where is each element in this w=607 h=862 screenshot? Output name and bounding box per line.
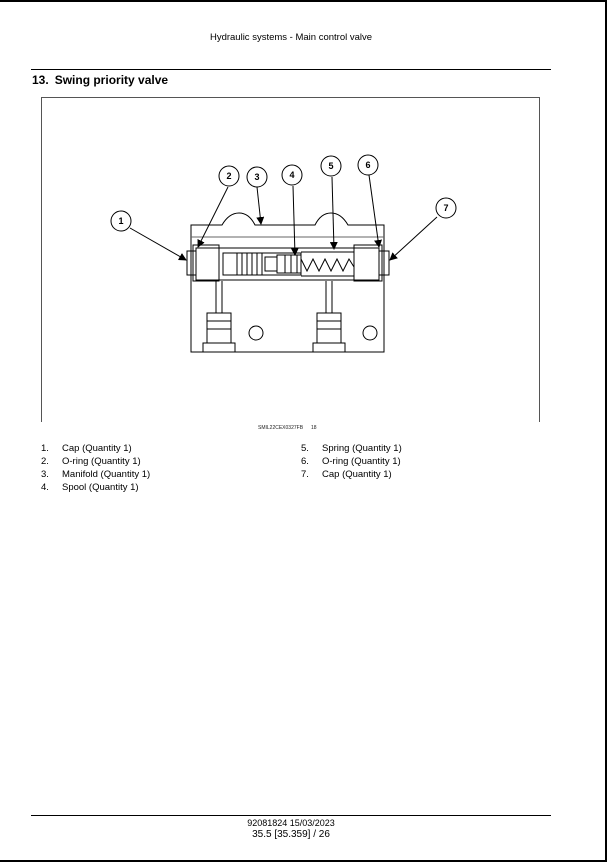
right-port-plug [317, 313, 341, 343]
legend-item: 2. O-ring (Quantity 1) [41, 456, 141, 467]
bolt-hole-left [249, 326, 263, 340]
section-name: Swing priority valve [54, 73, 169, 87]
callout-2-label: 2 [226, 171, 232, 181]
running-header: Hydraulic systems - Main control valve [209, 32, 373, 43]
legend-item: 4. Spool (Quantity 1) [41, 482, 139, 493]
footer-rule [31, 815, 551, 816]
footer-page-ref: 35.5 [35.359] / 26 [252, 829, 330, 840]
legend-item: 1. Cap (Quantity 1) [41, 443, 132, 454]
legend-item: 5. Spring (Quantity 1) [301, 443, 402, 454]
legend-item: 3. Manifold (Quantity 1) [41, 469, 151, 480]
legend-left [41, 442, 150, 494]
legend-item: 6. O-ring (Quantity 1) [301, 456, 401, 467]
section-title [32, 73, 168, 87]
legend-right [301, 442, 402, 481]
callout-4-label: 4 [289, 170, 295, 180]
callout-6-label: 6 [365, 160, 371, 170]
legend-item: 7. Cap (Quantity 1) [301, 469, 392, 480]
callout-3-label: 3 [254, 172, 260, 182]
figure-caption [258, 425, 317, 431]
callout-7-label: 7 [443, 203, 449, 213]
callout-1-label: 1 [118, 216, 124, 226]
valve-diagram [41, 97, 539, 422]
header-rule [31, 69, 551, 70]
left-port-plug [207, 313, 231, 343]
bolt-hole-right [363, 326, 377, 340]
callout-5-label: 5 [328, 161, 334, 171]
spring [301, 259, 354, 271]
page-frame-top [0, 0, 607, 2]
manifold-outline [191, 213, 384, 352]
section-number: 13. [32, 73, 49, 87]
figure-code: SMIL22CEX0327FB [258, 425, 304, 431]
figure-number: 18 [311, 425, 317, 431]
footer-doc-ref: 92081824 15/03/2023 [247, 818, 335, 828]
